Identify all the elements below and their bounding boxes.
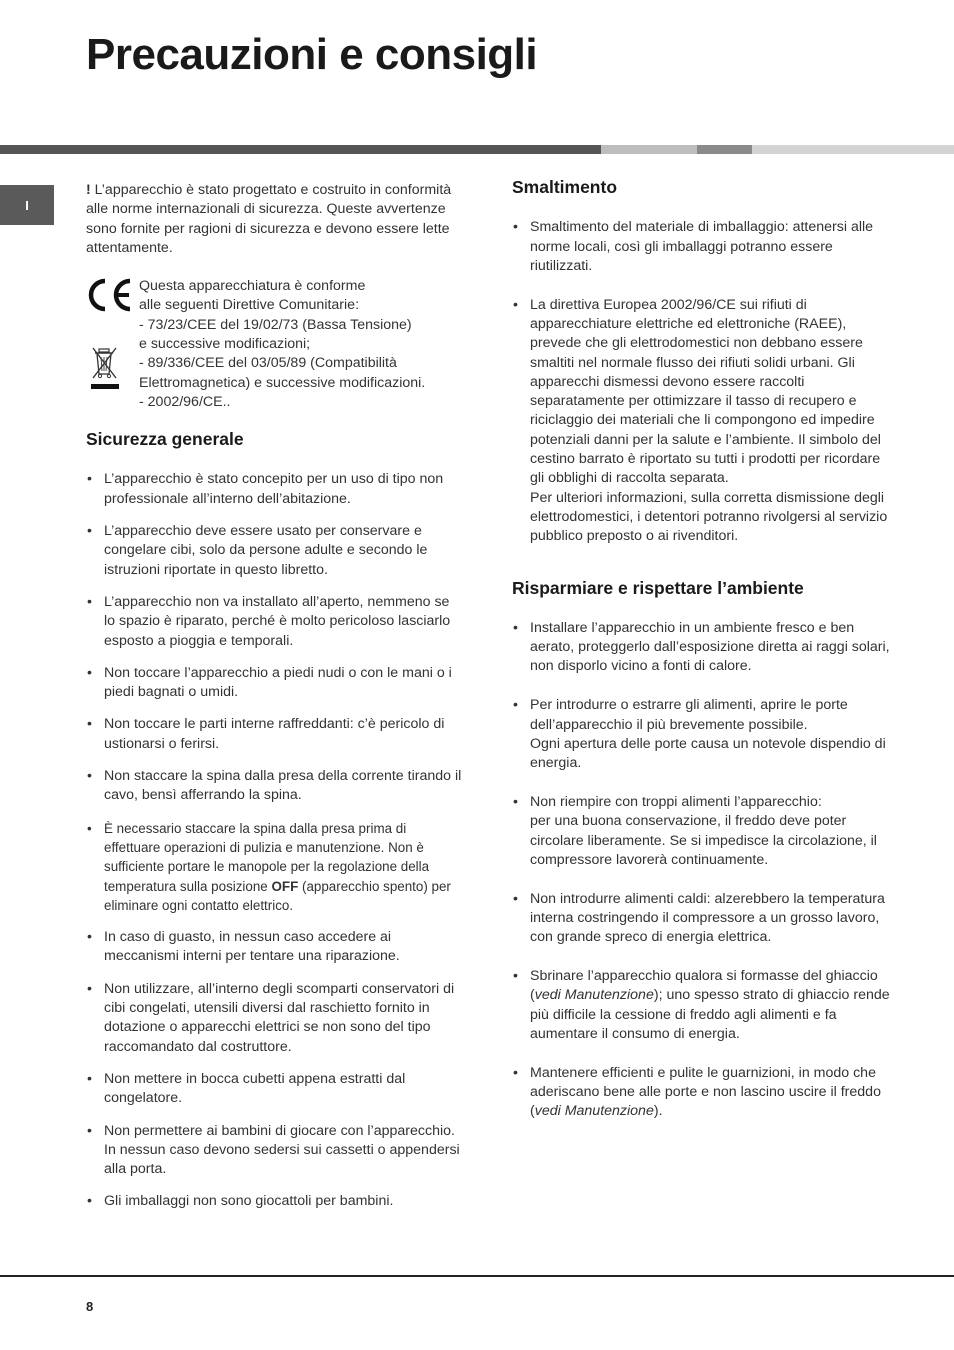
header-bar-mid: [697, 145, 752, 154]
header-bar-light: [601, 145, 697, 154]
compliance-line: alle seguenti Direttive Comunitarie:: [139, 297, 360, 314]
compliance-line: - 73/23/CEE del 19/02/73 (Bassa Tensione): [139, 316, 412, 333]
list-item-paragraph: Per ulteriori informazioni, sulla corretta dismissione degli elettrodomestici, i detentori potranno rivolgersi al servizio pubblico preposto o ai rivenditori.: [530, 489, 888, 545]
smaltimento-list: [512, 218, 894, 546]
ce-mark-icon: [86, 277, 132, 313]
list-item: [512, 696, 894, 773]
page-title: Precauzioni e consigli: [86, 30, 538, 79]
sicurezza-list: [86, 470, 464, 1211]
list-item: • L’apparecchio non va installato all’aperto, nemmeno se lo spazio è riparato, perché è molto pericoloso lasciarlo esposto a pioggia e temporali.: [86, 593, 464, 651]
list-item-paragraph: • Non riempire con troppi alimenti l’apparecchio:: [530, 793, 822, 810]
compliance-line: e successive modificazioni;: [139, 336, 311, 353]
list-item-paragraph: Ogni apertura delle porte causa un notevole dispendio di energia.: [530, 735, 886, 772]
list-item: • Non introdurre alimenti caldi: alzerebbero la temperatura interna costringendo il compressore a un grosso lavoro, con grande spreco di energia elettrica.: [512, 890, 894, 948]
list-item: • Smaltimento del materiale di imballaggio: attenersi alle norme locali, così gli imballaggi potranno essere riutilizzati.: [512, 218, 894, 276]
right-column: [512, 178, 894, 1141]
left-column: [86, 181, 464, 1225]
list-item: [512, 793, 894, 870]
list-item-text: (apparecchio spento) per eliminare ogni contatto elettrico.: [104, 878, 451, 913]
list-item: • Gli imballaggi non sono giocattoli per bambini.: [86, 1192, 464, 1211]
list-item-text: ); uno spesso strato di ghiaccio rende più difficile la cessione di freddo agli alimenti e fa aumentare il consumo di energia.: [530, 987, 890, 1042]
compliance-text: [139, 277, 469, 412]
list-item: • L’apparecchio è stato concepito per un uso di tipo non professionale all’interno dell’abitazione.: [86, 470, 464, 509]
list-item-paragraph: • La direttiva Europea 2002/96/CE sui rifiuti di apparecchiature elettriche ed elettroniche (RAEE), prevede che gli elettrodomestici non debbano essere smaltiti nel normale flusso dei rifiuti solidi urbani. Gli apparecchi dismessi devono essere raccolti separatamente per ottimizzare il tasso di recupero e riciclaggio dei materiali che li compongono ed impedire potenziali danni per la salute e l’ambiente. Il simbolo del cestino barrato è riportato su tutti i prodotti per ricordare gli obblighi di raccolta separata.: [530, 296, 881, 487]
list-item: • Non toccare l’apparecchio a piedi nudi o con le mani o i piedi bagnati o umidi.: [86, 664, 464, 703]
list-item: • L’apparecchio deve essere usato per conservare e congelare cibi, solo da persone adulte e secondo le istruzioni riportate in questo libretto.: [86, 522, 464, 580]
list-item: • Installare l’apparecchio in un ambiente fresco e ben aerato, proteggerlo dall’esposizione diretta ai raggi solari, non disporlo vicino a fonti di calore.: [512, 619, 894, 677]
list-item: • In caso di guasto, in nessun caso accedere ai meccanismi interni per tentare una riparazione.: [86, 928, 464, 967]
list-item-text: Mantenere efficienti e pulite le guarnizioni, in modo che aderiscano bene alle porte e non lascino uscire il freddo (: [530, 1064, 881, 1120]
cross-reference: vedi Manutenzione: [534, 1103, 654, 1120]
list-item-paragraph: • Per introdurre o estrarre gli alimenti, aprire le porte dell’apparecchio il più brevemente possibile.: [530, 697, 848, 733]
list-item: • Non mettere in bocca cubetti appena estratti dal congelatore.: [86, 1070, 464, 1109]
compliance-line: - 2002/96/CE..: [139, 393, 231, 410]
compliance-block: [86, 277, 464, 410]
list-item: [512, 1064, 894, 1122]
compliance-line: Elettromagnetica) e successive modificazioni.: [139, 374, 426, 391]
crossed-bin-icon: [90, 345, 120, 391]
intro-warning: [86, 181, 464, 258]
off-label: OFF: [271, 878, 299, 894]
header-bar-dark: [0, 145, 601, 154]
intro-text: L’apparecchio è stato progettato e costruito in conformità alle norme internazionali di sicurezza. Queste avvertenze sono fornite per ragioni di sicurezza e devono essere lette attentamente.: [86, 182, 452, 256]
footer-rule: [0, 1275, 954, 1277]
list-item: [512, 967, 894, 1044]
list-item-text: ).: [653, 1103, 663, 1120]
compliance-line: Questa apparecchiatura è conforme: [139, 278, 366, 295]
section-heading-smaltimento: Smaltimento: [512, 177, 618, 197]
list-item-paragraph: per una buona conservazione, il freddo deve poter circolare liberamente. Se si impedisce la circolazione, il compressore lavorerà continuamente.: [530, 813, 877, 868]
section-heading-risparmiare: Risparmiare e rispettare l’ambiente: [512, 577, 804, 598]
list-item: [86, 819, 464, 915]
cross-reference: vedi Manutenzione: [534, 987, 654, 1004]
compliance-line: - 89/336/CEE del 03/05/89 (Compatibilità: [139, 355, 397, 372]
header-bar-pale: [752, 145, 954, 154]
list-item: • Non utilizzare, all’interno degli scomparti conservatori di cibi congelati, utensili diversi dal raschietto fornito in dotazione o apparecchi elettrici se non sono del tipo raccomandato dal costruttore.: [86, 980, 464, 1057]
section-heading-sicurezza: Sicurezza generale: [86, 429, 244, 450]
language-tab: I: [0, 185, 54, 225]
list-item: • Non permettere ai bambini di giocare con l’apparecchio. In nessun caso devono sedersi sui cassetti o appendersi alla porta.: [86, 1122, 464, 1180]
list-item-text: È necessario staccare la spina dalla presa prima di effettuare operazioni di pulizia e manutenzione. Non è sufficiente portare le manopole per la regolazione della temperatura sulla posizione: [104, 820, 430, 894]
page-number: 8: [86, 1299, 94, 1314]
risparmiare-list: [512, 619, 894, 1122]
list-item: • Non staccare la spina dalla presa della corrente tirando il cavo, bensì afferrando la spina.: [86, 767, 464, 806]
list-item-text: Sbrinare l’apparecchio qualora si formasse del ghiaccio (: [530, 968, 878, 1004]
warning-mark: !: [86, 182, 91, 198]
list-item: [512, 296, 894, 547]
list-item: • Non toccare le parti interne raffreddanti: c’è pericolo di ustionarsi o ferirsi.: [86, 715, 464, 754]
